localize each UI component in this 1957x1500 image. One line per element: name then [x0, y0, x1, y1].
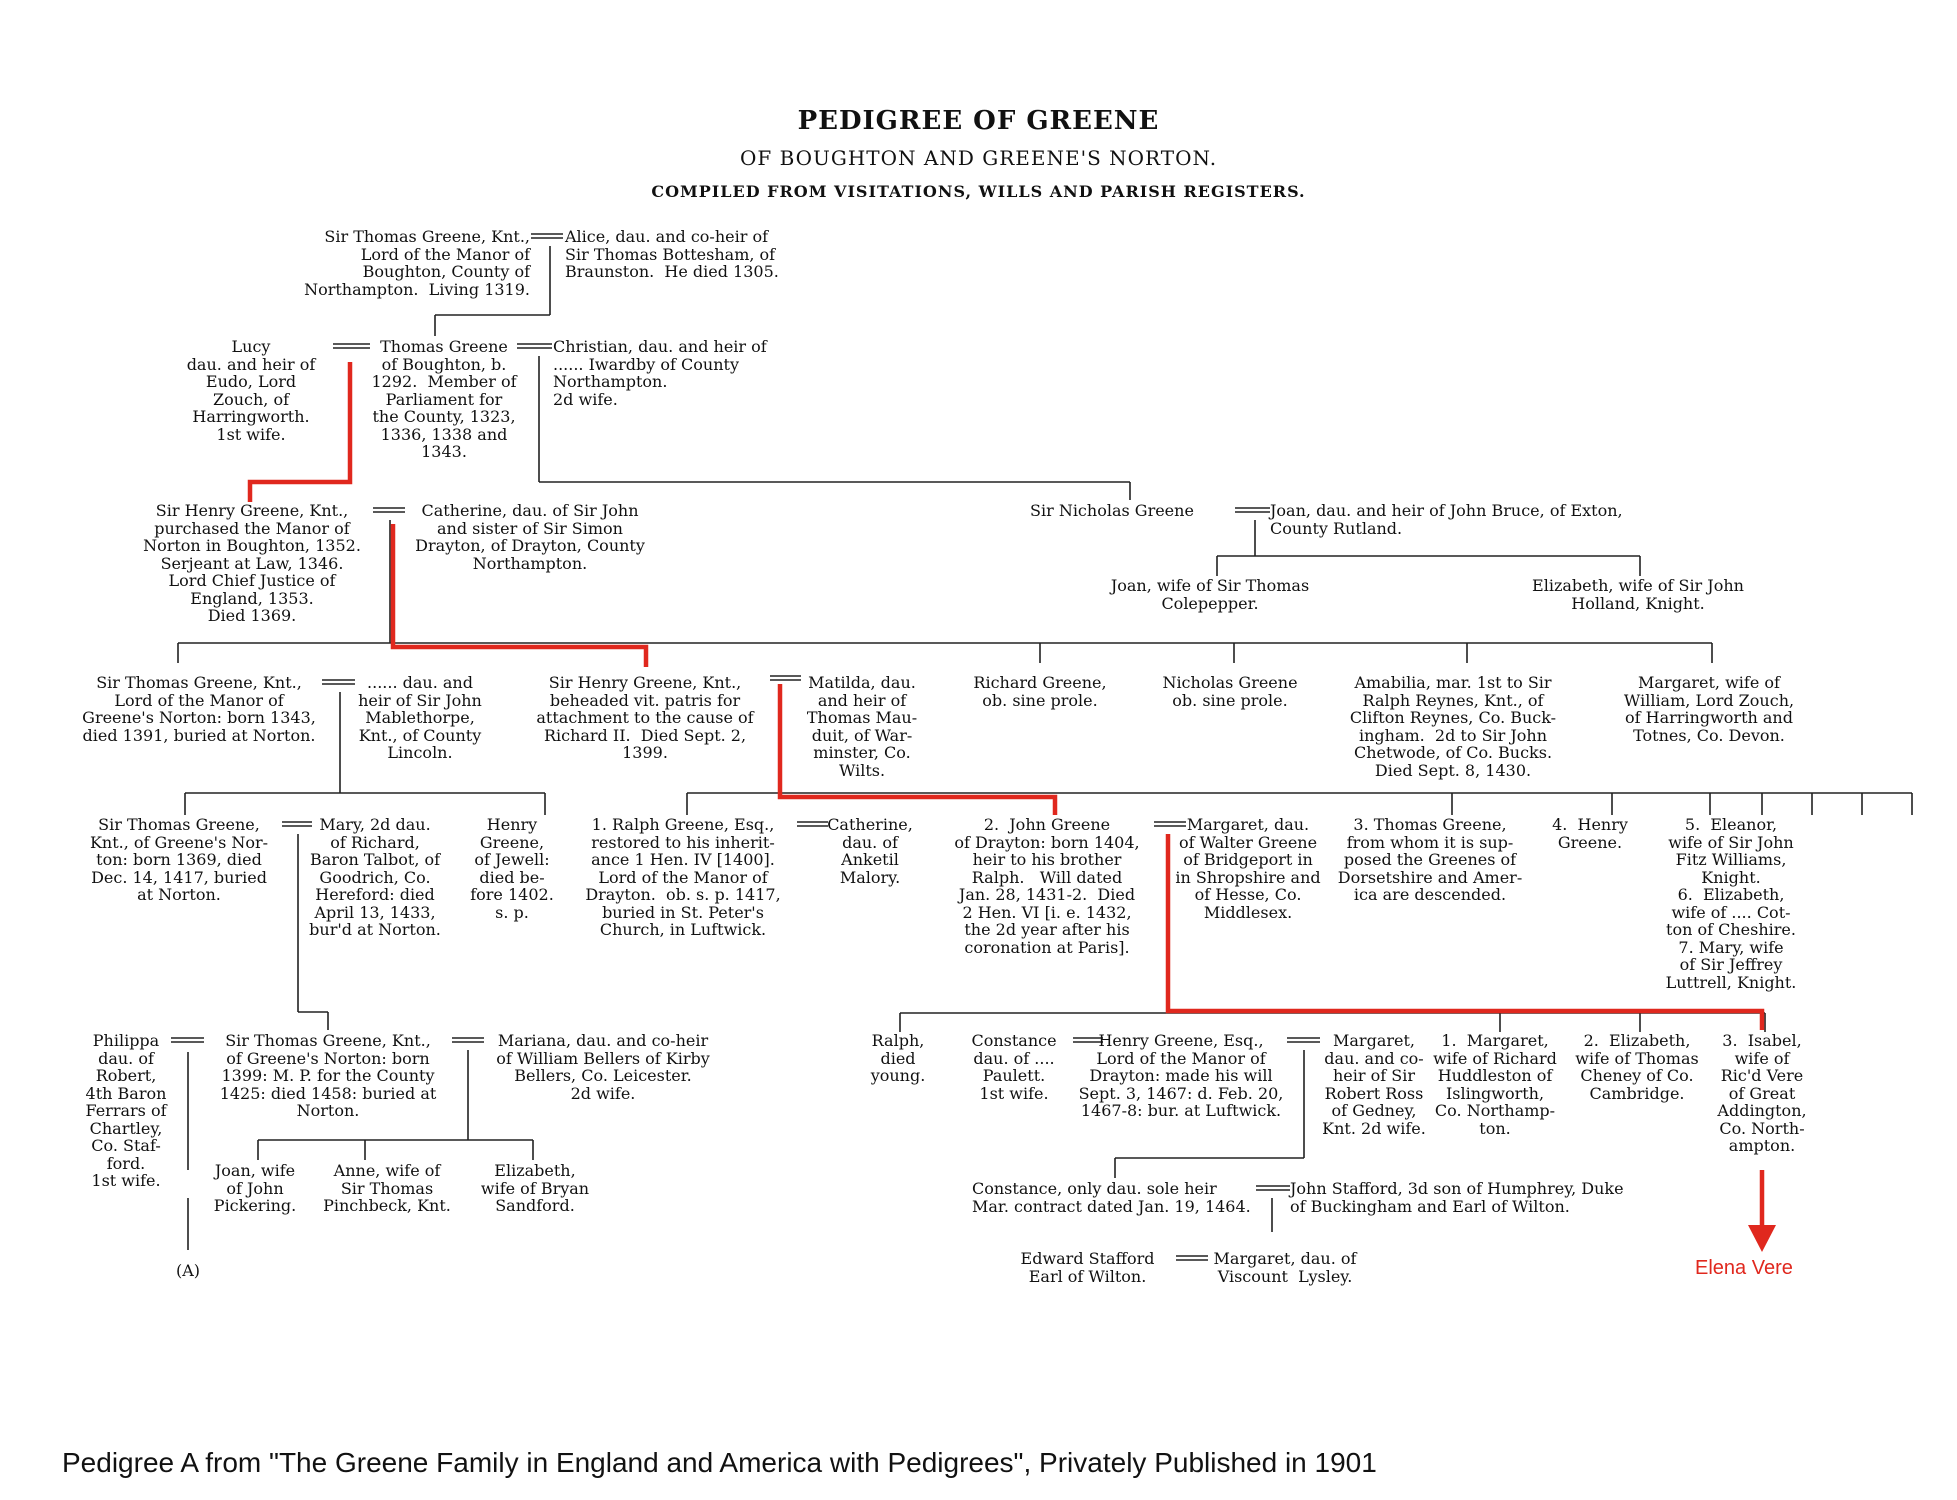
person-thomas-greene-2: Thomas Greene of Boughton, b. 1292. Member of Parliament for the County, 1323, 1336, 1338 and 1343. [371, 337, 517, 461]
person-thomas-greene-5: Sir Thomas Greene, Knt., of Greene's Norton: born 1399: M. P. for the County 1425: died 1458: buried at Norton. [219, 1031, 437, 1120]
person-thomas-greene-dorset: 3. Thomas Greene, from whom it is sup- posed the Greenes of Dorsetshire and Amer- ica are descended. [1337, 815, 1523, 904]
person-richard-greene: Richard Greene, ob. sine prole. [973, 673, 1107, 710]
pedigree-subtitle: OF BOUGHTON AND GREENE'S NORTON. [739, 146, 1218, 170]
person-joan-colepepper: Joan, wife of Sir Thomas Colepepper. [1110, 576, 1310, 613]
person-philippa-ferrars: Philippa dau. of Robert, 4th Baron Ferrars of Chartley, Co. Staf- ford. 1st wife. [85, 1031, 167, 1190]
person-ralph-greene-2: Ralph, died young. [870, 1031, 926, 1085]
pedigree-title: PEDIGREE OF GREENE [797, 106, 1160, 136]
person-margaret-greene-bridgeport: Margaret, dau. of Walter Greene of Bridgeport in in Shropshire and of Hesse, Co. Middlesex. [1175, 815, 1321, 922]
descendant-label: Elena Vere [1695, 1257, 1793, 1279]
person-constance-paulett: Constance dau. of .... Paulett. 1st wife. [971, 1031, 1057, 1103]
person-elizabeth-holland: Elizabeth, wife of Sir John Holland, Knight. [1532, 576, 1744, 613]
person-mary-talbot: Mary, 2d dau. of Richard, Baron Talbot, of Goodrich, Co. Hereford: died April 13, 1433, bur'd at Norton. [309, 815, 441, 939]
figure-caption: Pedigree A from "The Greene Family in England and America with Pedigrees", Privately Published in 1901 [62, 1447, 1377, 1478]
person-catherine-drayton: Catherine, dau. of Sir John and sister of Sir Simon Drayton, of Drayton, County Northampton. [415, 501, 645, 573]
person-margaret-zouch: Margaret, wife of William, Lord Zouch, of Harringworth and Totnes, Co. Devon. [1623, 673, 1795, 745]
person-anne-pinchbeck: Anne, wife of Sir Thomas Pinchbeck, Knt. [323, 1161, 451, 1215]
person-elizabeth-sandford: Elizabeth, wife of Bryan Sandford. [480, 1161, 590, 1215]
person-mariana-bellers: Mariana, dau. and co-heir of William Bellers of Kirby Bellers, Co. Leicester. 2d wife. [496, 1031, 710, 1103]
person-henry-greene-jewell: Henry Greene, of Jewell: died be- fore 1402. s. p. [470, 815, 554, 922]
person-eleanor-elizabeth-mary: 5. Eleanor, wife of Sir John Fitz Williams, Knight. 6. Elizabeth, wife of .... Cot- ton of Cheshire. 7. Mary, wife of Sir Jeffrey Luttrell, Knight. [1665, 815, 1797, 992]
person-henry-greene-3: Henry Greene, Esq., Lord of the Manor of Drayton: made his will Sept. 3, 1467: d. Feb. 20, 1467-8: bur. at Luftwick. [1078, 1031, 1284, 1120]
person-christian-iwardby: Christian, dau. and heir of ...... Iwardby of County Northampton. 2d wife. [553, 337, 767, 409]
person-isabel-vere: 3. Isabel, wife of Ric'd Vere of Great Addington, Co. North- ampton. [1717, 1031, 1807, 1155]
person-henry-greene-4: 4. Henry Greene. [1552, 815, 1628, 852]
person-margaret-ross: Margaret, dau. and co- heir of Sir Robert Ross of Gedney, Knt. 2d wife. [1322, 1031, 1426, 1138]
person-mablethorpe-heiress: ...... dau. and heir of Sir John Mablethorpe, Knt., of County Lincoln. [358, 673, 482, 762]
person-margaret-lysley: Margaret, dau. of Viscount Lysley. [1213, 1249, 1357, 1286]
person-ralph-greene-1: 1. Ralph Greene, Esq., restored to his inherit- ance 1 Hen. IV [1400]. Lord of the Manor of Drayton. ob. s. p. 1417, buried in St. Peter's Church, in Luftwick. [585, 815, 781, 939]
pedigree-compiled-note: COMPILED FROM VISITATIONS, WILLS AND PARISH REGISTERS. [651, 182, 1306, 201]
person-thomas-greene-4: Sir Thomas Greene, Knt., of Greene's Nor- ton: born 1369, died Dec. 14, 1417, buried at Norton. [89, 815, 269, 904]
person-elizabeth-cheney: 2. Elizabeth, wife of Thomas Cheney of Co. Cambridge. [1575, 1031, 1699, 1103]
person-margaret-huddleston: 1. Margaret, wife of Richard Huddleston of Islingworth, Co. Northamp- ton. [1433, 1031, 1557, 1138]
person-joan-pickering: Joan, wife of John Pickering. [213, 1161, 297, 1215]
person-alice-bottesham: Alice, dau. and co-heir of Sir Thomas Bottesham, of Braunston. He died 1305. [565, 227, 779, 281]
person-constance-greene: Constance, only dau. sole heir Mar. contract dated Jan. 19, 1464. [972, 1179, 1251, 1216]
person-matilda-mauduit: Matilda, dau. and heir of Thomas Mau- duit, of War- minster, Co. Wilts. [806, 673, 918, 780]
person-joan-bruce: Joan, dau. and heir of John Bruce, of Exton, County Rutland. [1270, 501, 1623, 538]
person-lucy-zouch: Lucy dau. and heir of Eudo, Lord Zouch, of Harringworth. 1st wife. [186, 337, 316, 444]
person-henry-greene-2: Sir Henry Greene, Knt., beheaded vit. patris for attachment to the cause of Richard II. Died Sept. 2, 1399. [536, 673, 754, 762]
person-nicholas-greene-1: Sir Nicholas Greene [1030, 501, 1194, 520]
person-john-greene: 2. John Greene of Drayton: born 1404, heir to his brother Ralph. Will dated Jan. 28, 1431-2. Died 2 Hen. VI [i. e. 1432, the 2d year after his coronation at Paris]. [954, 815, 1140, 957]
person-thomas-greene-3: Sir Thomas Greene, Knt., Lord of the Manor of Greene's Norton: born 1343, died 1391, buried at Norton. [82, 673, 316, 745]
person-catherine-malory: Catherine, dau. of Anketil Malory. [827, 815, 913, 887]
continuation-mark: (A) [175, 1261, 201, 1280]
person-thomas-greene-1: Sir Thomas Greene, Knt., Lord of the Manor of Boughton, County of Northampton. Living 1319. [304, 227, 530, 299]
person-nicholas-greene-2: Nicholas Greene ob. sine prole. [1162, 673, 1298, 710]
person-edward-stafford: Edward Stafford Earl of Wilton. [1020, 1249, 1155, 1286]
descendant-arrow-icon [1748, 1225, 1776, 1252]
person-amabilia: Amabilia, mar. 1st to Sir Ralph Reynes, Knt., of Clifton Reynes, Co. Buck- ingham. 2d to Sir John Chetwode, of Co. Bucks. Died Sept. 8, 1430. [1349, 673, 1557, 780]
person-henry-greene-1: Sir Henry Greene, Knt., purchased the Manor of Norton in Boughton, 1352. Serjeant at Law, 1346. Lord Chief Justice of England, 1353. Died 1369. [143, 501, 361, 625]
person-john-stafford: John Stafford, 3d son of Humphrey, Duke of Buckingham and Earl of Wilton. [1290, 1179, 1624, 1216]
